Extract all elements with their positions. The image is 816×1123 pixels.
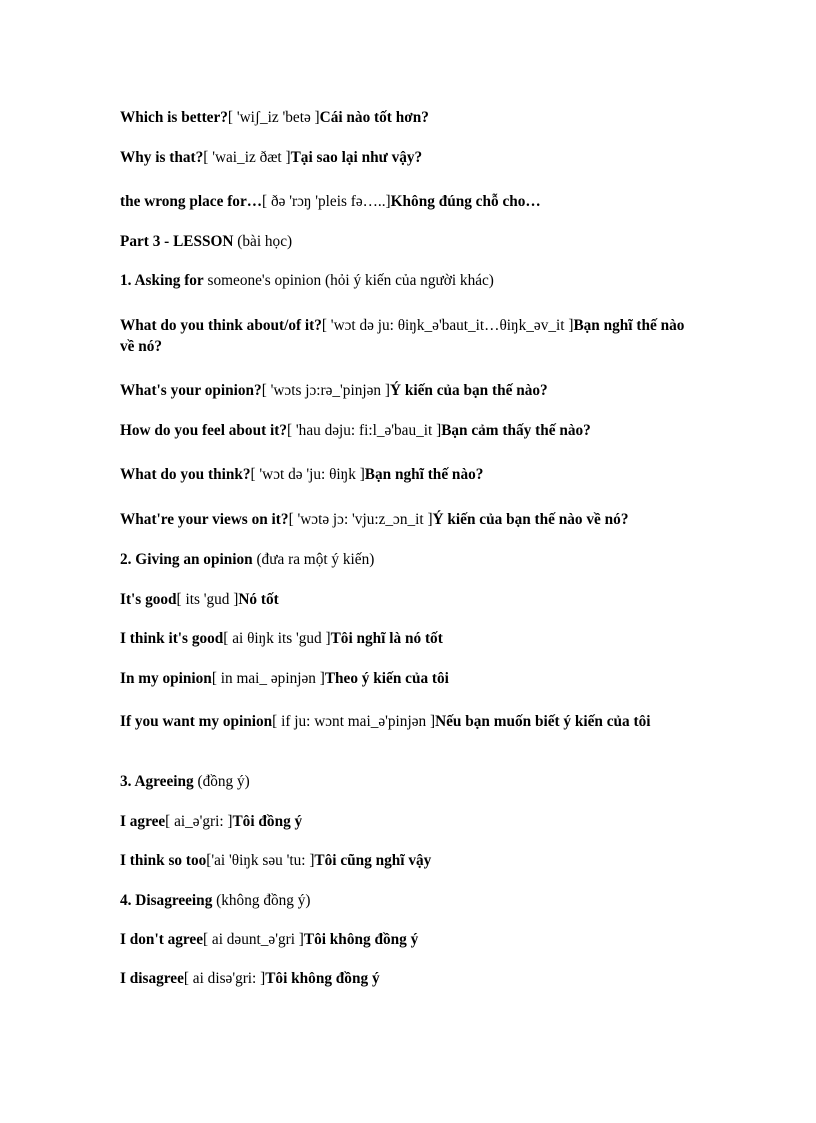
phrase-line [120, 668, 692, 689]
phrase-meaning: Tại sao lại như vậy? [290, 149, 423, 166]
phrase-phonetic: [ 'wɔtə jɔ: 'vju:z_ɔn_it ] [288, 511, 433, 528]
phrase-line [120, 850, 692, 871]
phrase-phonetic: ['ai 'θiŋk səu 'tu: ] [206, 852, 315, 869]
section-heading [120, 549, 692, 570]
section-heading-note: (không đồng ý) [212, 892, 311, 909]
phrase-term: I think it's good [120, 630, 224, 647]
phrase-meaning: Bạn nghĩ thế nào về nó? [120, 317, 685, 355]
section-heading [120, 231, 692, 252]
section-heading-note: (bài học) [233, 233, 293, 250]
phrase-term: I disagree [120, 970, 184, 987]
phrase-meaning: Tôi không đồng ý [265, 970, 380, 987]
phrase-phonetic: [ 'wɔt də 'ju: θiŋk ] [250, 466, 365, 483]
phrase-phonetic: [ 'hau dəju: fi:l_ə'bau_it ] [287, 422, 442, 439]
phrase-term: In my opinion [120, 670, 212, 687]
phrase-line [120, 315, 692, 357]
section-heading-title: Part 3 - LESSON [120, 233, 234, 250]
phrase-line [120, 589, 692, 610]
phrase-line [120, 464, 692, 485]
phrase-phonetic: [ 'wiʃ_iz 'betə ] [227, 109, 320, 126]
phrase-line [120, 811, 692, 832]
section-heading-note: (đưa ra một ý kiến) [252, 551, 375, 568]
section-heading-note: (đồng ý) [193, 773, 250, 790]
phrase-phonetic: [ in mai_ əpinjən ] [211, 670, 325, 687]
section-heading-title: 2. Giving an opinion [120, 551, 253, 568]
phrase-line [120, 628, 692, 649]
phrase-term: What do you think? [120, 466, 251, 483]
phrase-term: What do you think about/of it? [120, 317, 322, 334]
phrase-term: It's good [120, 591, 177, 608]
phrase-meaning: Ý kiến của bạn thế nào về nó? [432, 511, 629, 528]
phrase-term: I think so too [120, 852, 207, 869]
phrase-term: I agree [120, 813, 166, 830]
phrase-phonetic: [ 'wai_iz ðæt ] [203, 149, 291, 166]
phrase-phonetic: [ ai dəunt_ə'gri ] [203, 931, 304, 948]
section-heading [120, 890, 692, 911]
phrase-term: Why is that? [120, 149, 204, 166]
phrase-phonetic: [ if ju: wɔnt mai_ə'pinjən ] [272, 713, 436, 730]
phrase-phonetic: [ its 'gud ] [176, 591, 239, 608]
section-heading [120, 270, 692, 291]
phrase-term: What're your views on it? [120, 511, 289, 528]
phrase-term: Which is better? [120, 109, 228, 126]
phrase-term: What's your opinion? [120, 382, 262, 399]
section-heading [120, 771, 692, 792]
phrase-line [120, 147, 692, 168]
phrase-phonetic: [ 'wɔts jɔ:rə_'pinjən ] [261, 382, 390, 399]
phrase-line [120, 929, 692, 950]
phrase-phonetic: [ ðə 'rɔŋ 'pleis fə…..] [262, 193, 391, 210]
phrase-meaning: Ý kiến của bạn thế nào? [389, 382, 548, 399]
section-heading-note: someone's opinion (hỏi ý kiến của người khác) [203, 272, 494, 289]
section-heading-title: 4. Disagreeing [120, 892, 213, 909]
section-heading-title: 3. Agreeing [120, 773, 194, 790]
phrase-term: the wrong place for… [120, 193, 263, 210]
phrase-line [120, 711, 692, 732]
phrase-meaning: Không đúng chỗ cho… [390, 193, 541, 210]
phrase-term: I don't agree [120, 931, 203, 948]
phrase-meaning: Theo ý kiến của tôi [324, 670, 449, 687]
phrase-line [120, 509, 692, 530]
phrase-line [120, 191, 692, 212]
phrase-meaning: Nó tốt [238, 591, 279, 608]
phrase-line [120, 380, 692, 401]
phrase-meaning: Bạn cảm thấy thế nào? [441, 422, 591, 439]
phrase-term: How do you feel about it? [120, 422, 287, 439]
phrase-line [120, 420, 692, 441]
phrase-line [120, 968, 692, 989]
phrase-meaning: Nếu bạn muốn biết ý kiến của tôi [435, 713, 651, 730]
phrase-phonetic: [ ai disə'gri: ] [183, 970, 266, 987]
phrase-meaning: Cái nào tốt hơn? [319, 109, 429, 126]
phrase-phonetic: [ ai_ə'gri: ] [165, 813, 233, 830]
phrase-term: If you want my opinion [120, 713, 273, 730]
phrase-meaning: Tôi đồng ý [232, 813, 303, 830]
phrase-meaning: Tôi không đồng ý [303, 931, 419, 948]
phrase-phonetic: [ 'wɔt də ju: θiŋk_ə'baut_it…θiŋk_əv_it ] [321, 317, 574, 334]
phrase-meaning: Tôi nghĩ là nó tốt [330, 630, 443, 647]
section-heading-title: 1. Asking for [120, 272, 204, 289]
phrase-phonetic: [ ai θiŋk its 'gud ] [223, 630, 331, 647]
phrase-line [120, 107, 692, 128]
phrase-meaning: Tôi cũng nghĩ vậy [314, 852, 432, 869]
phrase-meaning: Bạn nghĩ thế nào? [364, 466, 484, 483]
